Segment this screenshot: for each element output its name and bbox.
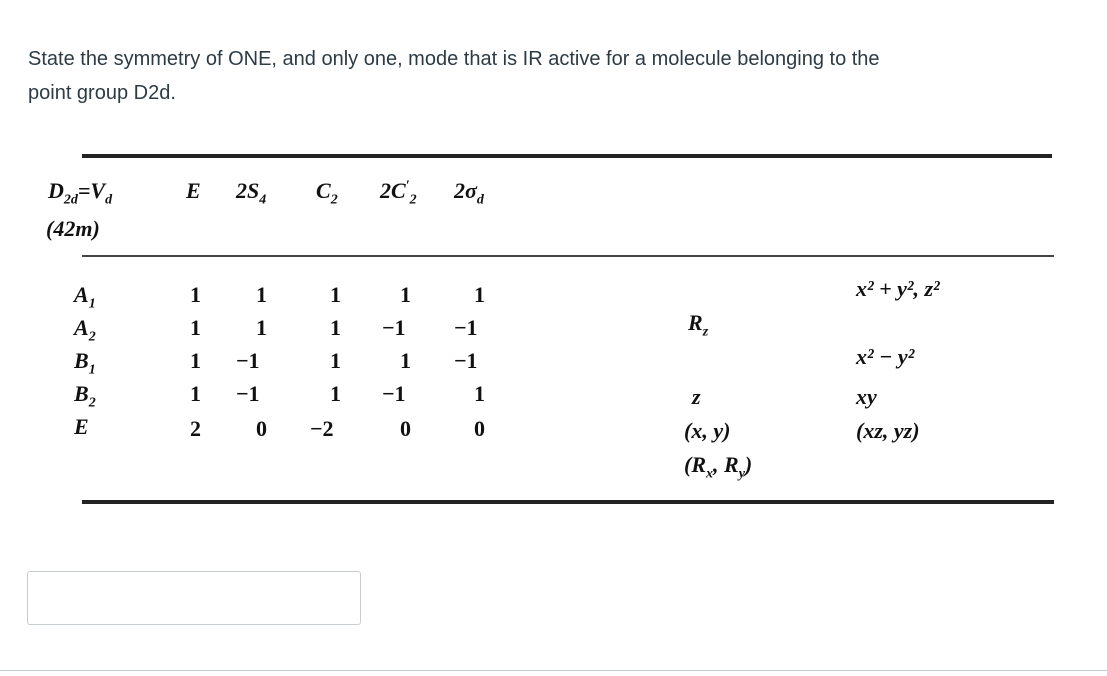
char-B1-2C2p: 1 [400,348,411,373]
char-A2-E: 1 [190,315,201,340]
char-B2-2sd: 1 [474,381,485,406]
char-E-2C2p: 0 [400,416,411,441]
char-E-C2: −2 [310,416,334,441]
char-A2-2C2p: −1 [382,315,406,340]
irrep-B1: $B_1$ [74,348,96,378]
irrep-A2: $A_2$ [74,315,96,345]
linear-A2: $R_z$ [688,310,709,340]
char-B1-2S4: −1 [236,348,260,373]
char-A1-2sd: 1 [474,282,485,307]
char-E-E: 2 [190,416,201,441]
char-E-2S4: 0 [256,416,267,441]
char-A2-2sd: −1 [454,315,478,340]
char-B1-2sd: −1 [454,348,478,373]
quad-A1: x² + y², z² [856,276,940,301]
char-B2-E: 1 [190,381,201,406]
class-2sigma-d: $2\sigma_d$ [454,178,484,208]
char-A1-2S4: 1 [256,282,267,307]
question-text [28,42,1068,110]
char-A1-C2: 1 [330,282,341,307]
top-rule [82,154,1052,158]
answer-input[interactable] [27,571,361,625]
char-B1-C2: 1 [330,348,341,373]
irrep-E: E [74,414,89,439]
char-B2-C2: 1 [330,381,341,406]
header-rule [82,255,1054,257]
linear-E-2: ($R_x$, $R_y$) [684,452,753,482]
hm-symbol: (42m) [46,216,100,241]
class-2C2prime: $2C'_2$ [380,178,417,208]
char-E-2sd: 0 [474,416,485,441]
linear-E-1: (x, y) [684,418,731,443]
class-E: E [186,178,201,203]
question-line-1: State the symmetry of ONE, and only one, mode that is IR active for a molecule belonging to the [28,48,880,70]
char-B2-2C2p: −1 [382,381,406,406]
quad-E: (xz, yz) [856,418,920,443]
class-2S4: $2S_4$ [236,178,267,208]
irrep-A1: $A_1$ [74,282,96,312]
question-line-2: point group D2d. [28,82,176,104]
linear-B2: z [692,384,701,409]
quad-B2: xy [856,384,877,409]
character-table-image [40,148,1030,518]
footer-divider [0,670,1107,671]
char-A1-2C2p: 1 [400,282,411,307]
bottom-rule [82,500,1054,504]
char-A2-C2: 1 [330,315,341,340]
irrep-B2: $B_2$ [74,381,96,411]
char-B1-E: 1 [190,348,201,373]
group-label: $D_{2d}=V_d$ [48,178,113,208]
char-A2-2S4: 1 [256,315,267,340]
class-C2: $C_2$ [316,178,338,208]
quad-B1: x² − y² [856,344,915,369]
char-A1-E: 1 [190,282,201,307]
char-B2-2S4: −1 [236,381,260,406]
